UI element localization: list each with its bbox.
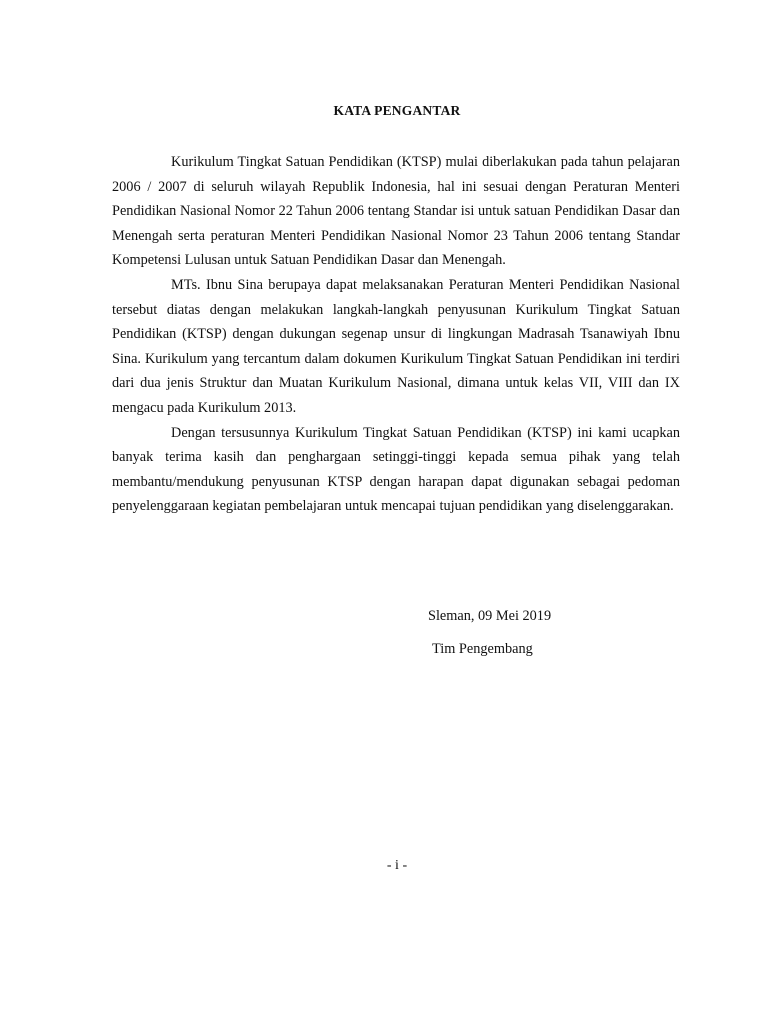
place-date: Sleman, 09 Mei 2019 <box>428 608 552 624</box>
paragraph-1: Kurikulum Tingkat Satuan Pendidikan (KTSP) mulai diberlakukan pada tahun pelajaran 2006 / 2007 di seluruh wilayah Republik Indonesia, hal ini sesuai dengan Peraturan Menteri Pendidikan Nasional Nomor 22 Tahun 2006 tentang Standar isi untuk satuan Pendidikan Dasar dan Menengah serta peraturan Menteri Pendidikan Nasional Nomor 23 Tahun 2006 tentang Standar Kompetensi Lulusan untuk Satuan Pendidikan Dasar dan Menengah. <box>112 154 680 269</box>
paragraph-2: MTs. Ibnu Sina berupaya dapat melaksanakan Peraturan Menteri Pendidikan Nasional tersebut diatas dengan melakukan langkah-langkah penyusunan Kurikulum Tingkat Satuan Pendidikan (KTSP) dengan dukungan segenap unsur di lingkungan Madrasah Tsanawiyah Ibnu Sina. Kurikulum yang tercantum dalam dokumen Kurikulum Tingkat Satuan Pendidikan ini terdiri dari dua jenis Struktur dan Muatan Kurikulum Nasional, dimana untuk kelas VII, VIII dan IX mengacu pada Kurikulum 2013. <box>112 276 680 416</box>
paragraph-3: Dengan tersusunnya Kurikulum Tingkat Satuan Pendidikan (KTSP) ini kami ucapkan banyak terima kasih dan penghargaan setinggi-tinggi kepada semua pihak yang telah membantu/mendukung penyusunan KTSP dengan harapan dapat digunakan sebagai pedoman penyelenggaraan kegiatan pembelajaran untuk mencapai tujuan pendidikan yang diselenggarakan. <box>112 424 680 515</box>
page-number: - i - <box>386 858 408 873</box>
page-title: KATA PENGANTAR <box>333 103 461 118</box>
signatory: Tim Pengembang <box>432 641 533 657</box>
body-text <box>112 150 680 519</box>
